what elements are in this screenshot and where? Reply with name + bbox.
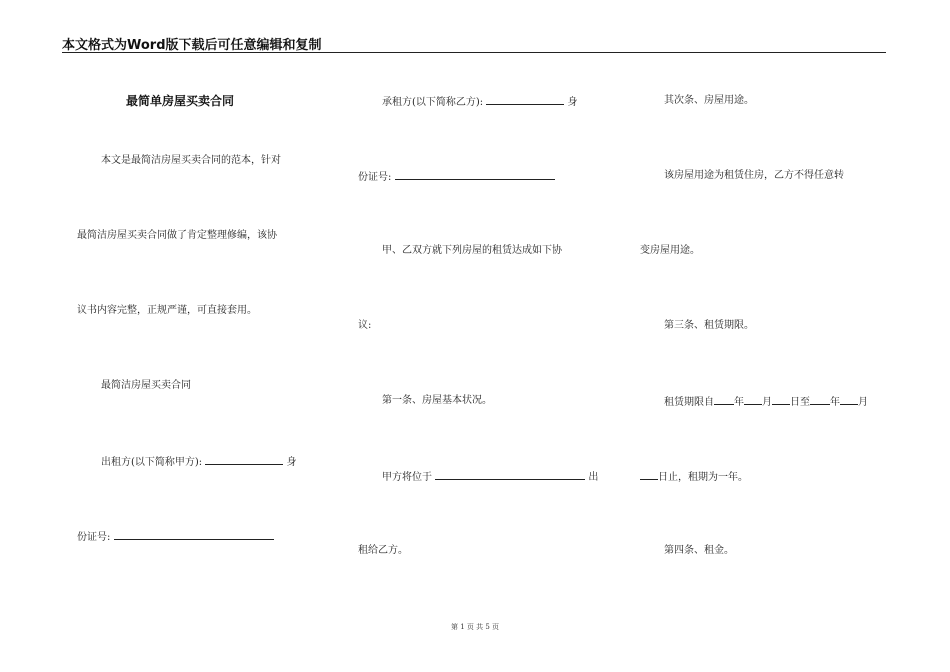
term-start-month-blank[interactable] [744,395,762,405]
lessee-blank[interactable] [486,95,564,105]
lessee-suffix: 身 [567,97,578,108]
term-start-day-blank[interactable] [772,395,790,405]
header-text: 本文格式为Word版下载后可任意编辑和复制 [62,38,322,53]
term-year-label: 年 [734,397,744,408]
term-line [664,395,868,409]
location-label: 甲方将位于 [382,472,432,483]
lessor-line [101,455,297,469]
term-day-to-label: 日至 [790,397,810,408]
lessee-id-label: 份证号: [358,172,392,183]
term-year2-label: 年 [830,397,840,408]
lessee-label: 承租方(以下简称乙方): [382,97,484,108]
article-1-heading: 第一条、房屋基本状况。 [382,395,492,406]
lessor-suffix: 身 [286,457,297,468]
page-header [62,34,886,53]
term-end-line [640,470,748,484]
article-4-heading: 第四条、租金。 [664,545,734,556]
term-end-day-blank[interactable] [640,470,658,480]
lessee-line [382,95,578,109]
contract-subtitle: 最简洁房屋买卖合同 [101,380,191,391]
term-month-label: 月 [762,397,772,408]
article-3-heading: 第三条、租赁期限。 [664,320,754,331]
lessee-id-blank[interactable] [395,170,555,180]
rent-to-line: 租给乙方。 [358,545,408,556]
term-end-label: 日止，租期为一年。 [658,472,748,483]
lessor-label: 出租方(以下简称甲方): [101,457,203,468]
term-month2-label: 月 [858,397,868,408]
usage-line-2: 变房屋用途。 [640,245,700,256]
term-label: 租赁期限自 [664,397,714,408]
agreement-line-2: 议: [358,320,372,331]
document-title: 最简单房屋买卖合同 [126,94,235,108]
location-line [382,470,598,484]
intro-line-1: 本文是最简洁房屋买卖合同的范本，针对 [101,155,281,166]
usage-line-1: 该房屋用途为租赁住房，乙方不得任意转 [664,170,844,181]
lessee-id-line [358,170,555,184]
lessor-blank[interactable] [205,455,283,465]
term-end-month-blank[interactable] [840,395,858,405]
location-suffix: 出 [588,472,599,483]
agreement-line-1: 甲、乙双方就下列房屋的租赁达成如下协 [382,245,562,256]
term-start-year-blank[interactable] [714,395,734,405]
article-2-heading: 其次条、房屋用途。 [664,95,754,106]
location-blank[interactable] [435,470,585,480]
lessor-id-blank[interactable] [114,530,274,540]
lessor-id-label: 份证号: [77,532,111,543]
intro-line-2: 最简洁房屋买卖合同做了肯定整理修编，该协 [77,230,277,241]
page-number: 第 1 页 共 5 页 [450,623,500,631]
term-end-year-blank[interactable] [810,395,830,405]
lessor-id-line [77,530,274,544]
intro-line-3: 议书内容完整，正规严谨，可直接套用。 [77,305,257,316]
